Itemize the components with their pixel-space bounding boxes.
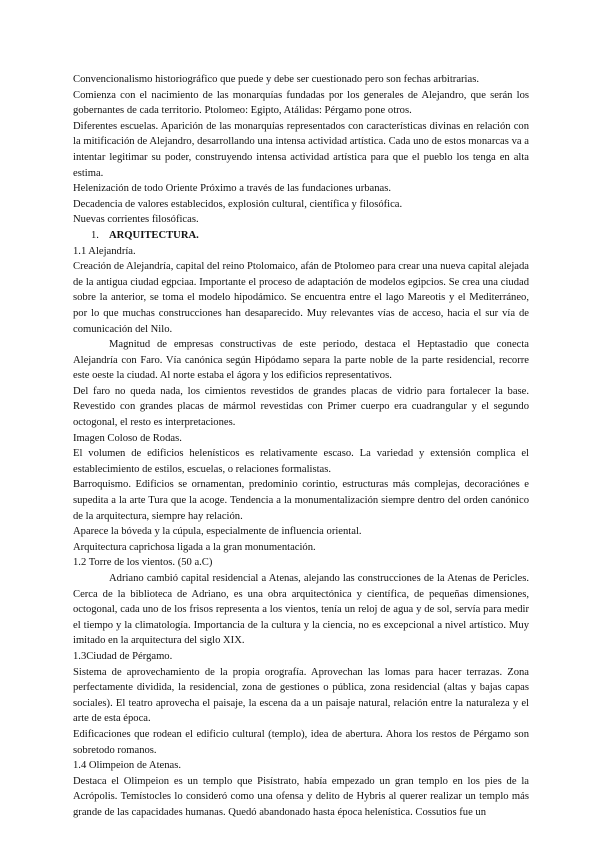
subheading-pergamon: 1.3Ciudad de Pérgamo. — [73, 650, 173, 662]
paragraph-alexandria-creation: Creación de Alejandría, capital del reino Ptolomaico, afán de Ptolomeo para crear una nueva capital alejada de la antigua ciudad egpciaa. Importante el proceso de adaptación de modelos egipcios. Se crea una ciudad sobre la anterior, se toma el modelo hipodámico. Se encuentra entre el lago Mareotis y el Mediterráneo, por lo que muchas construcciones han desaparecido. Muy relevantes vías de acceso, hacia el sur vía de comunicación del Nilo. — [73, 261, 529, 335]
paragraph-baroque: Barroquismo. Edificios se ornamentan, predominio corintio, estructuras más complejas, decoraciónes e supedita a la arte Tura que la acoge. Tendencia a la monumentalización siempre dentro del orden canónico de la arquitectura, siempre hay relación. — [73, 479, 529, 522]
subheading-tower-of-winds: 1.2 Torre de los vientos. (50 a.C) — [73, 557, 213, 569]
section-heading-number: 1. — [91, 229, 99, 241]
paragraph-intro-conventionalism: Convencionalismo historiográfico que puede y debe ser cuestionado pero son fechas arbitrarias. — [73, 74, 479, 85]
paragraph-monarchies-origin: Comienza con el nacimiento de las monarquías fundadas por los generales de Alejandro, que serán los gobernantes de cada territorio. Ptolomeo: Egipto, Atálidas: Pérgamo pone otros. — [73, 89, 529, 117]
paragraph-olympieion: Destaca el Olimpeion es un templo que Pisístrato, había empezado un gran templo en los pies de la Acrópolis. Temístocles lo consideró como una ofensa y delito de Hybris al querer realizar un templo más grande de las capacidades humanas. Quedó abandonado hasta época helenística. Cossutios fue un — [73, 775, 529, 818]
section-heading-architecture — [73, 228, 529, 244]
paragraph-heptastadion: Magnitud de empresas constructivas de este periodo, destaca el Heptastadio que conecta Alejandría con Faro. Vía canónica según Hipódamo separa la parte noble de la parte residencial, recorre este oeste la ciudad. Al norte estaba el ágora y los edificios representativos. — [73, 339, 529, 382]
paragraph-lighthouse: Del faro no queda nada, los cimientos revestidos de grandes placas de vidrio para fortalecer la base. Revestido con grandes placas de mármol revestidas con Primer cuerpo era cuadrangular y el segundo octogonal, el resto es interpretaciones. — [73, 385, 529, 429]
paragraph-vault-dome: Aparece la bóveda y la cúpula, especialmente de influencia oriental. — [73, 526, 362, 538]
subheading-alexandria: 1.1 Alejandría. — [73, 245, 136, 257]
paragraph-pergamon-buildings: Edificaciones que rodean el edificio cultural (templo), idea de abertura. Ahora los restos de Pérgamo son sobretodo romanos. — [73, 728, 529, 756]
subheading-olympieion: 1.4 Olimpeion de Atenas. — [73, 760, 181, 772]
paragraph-philosophies: Nuevas corrientes filosóficas. — [73, 214, 199, 226]
paragraph-hellenization: Helenización de todo Oriente Próximo a través de las fundaciones urbanas. — [73, 183, 391, 195]
paragraph-tower-of-winds: Adriano cambió capital residencial a Atenas, alejando las construcciones de la Atenas de Pericles. Cerca de la biblioteca de Adriano, es una obra arquitectónica y científica, de pequeñas dimensiones, octogonal, cada uno de los frisos representa a los vientos, tenía un reloj de agua y de sol, servía para medir el tiempo y la climatología. Importancia de la cultura y la ciencia, no es excepcional a nivel artístico. Muy imitado en la arquitectura del siglo XIX. — [73, 573, 529, 647]
paragraph-capricious-architecture: Arquitectura caprichosa ligada a la gran monumentación. — [73, 541, 316, 553]
paragraph-decadence: Decadencia de valores establecidos, explosión cultural, científica y filosófica. — [73, 198, 403, 210]
paragraph-schools: Diferentes escuelas. Aparición de las monarquías representados con características divinas en relación con la mitificación de Alejandro, desarrollando una intensa actividad artística. Cada uno de estos monarcas va a intentar legitimar su poder, construyendo intensa actividad artística para que el pueblo los tenga en alta estima. — [73, 120, 529, 179]
paragraph-building-volume: El volumen de edificios helenísticos es relativamente escaso. La variedad y extensión complica el establecimiento de estilos, escuelas, o relaciones formalistas. — [73, 448, 529, 475]
paragraph-colossus-image: Imagen Coloso de Rodas. — [73, 432, 182, 444]
section-heading-text: ARQUITECTURA. — [109, 229, 199, 241]
document-page — [73, 72, 529, 821]
paragraph-pergamon-terraces: Sistema de aprovechamiento de la propia orografía. Aprovechan las lomas para hacer terrazas. Zona perfectamente dividida, la residencial, zona de gestiones o pública, zona residencial (altas y bajas capas sociales). El teatro aprovecha el paisaje, la escena da a un paisaje natural, relación entre la naturaleza y el arte de esta época. — [73, 666, 529, 725]
